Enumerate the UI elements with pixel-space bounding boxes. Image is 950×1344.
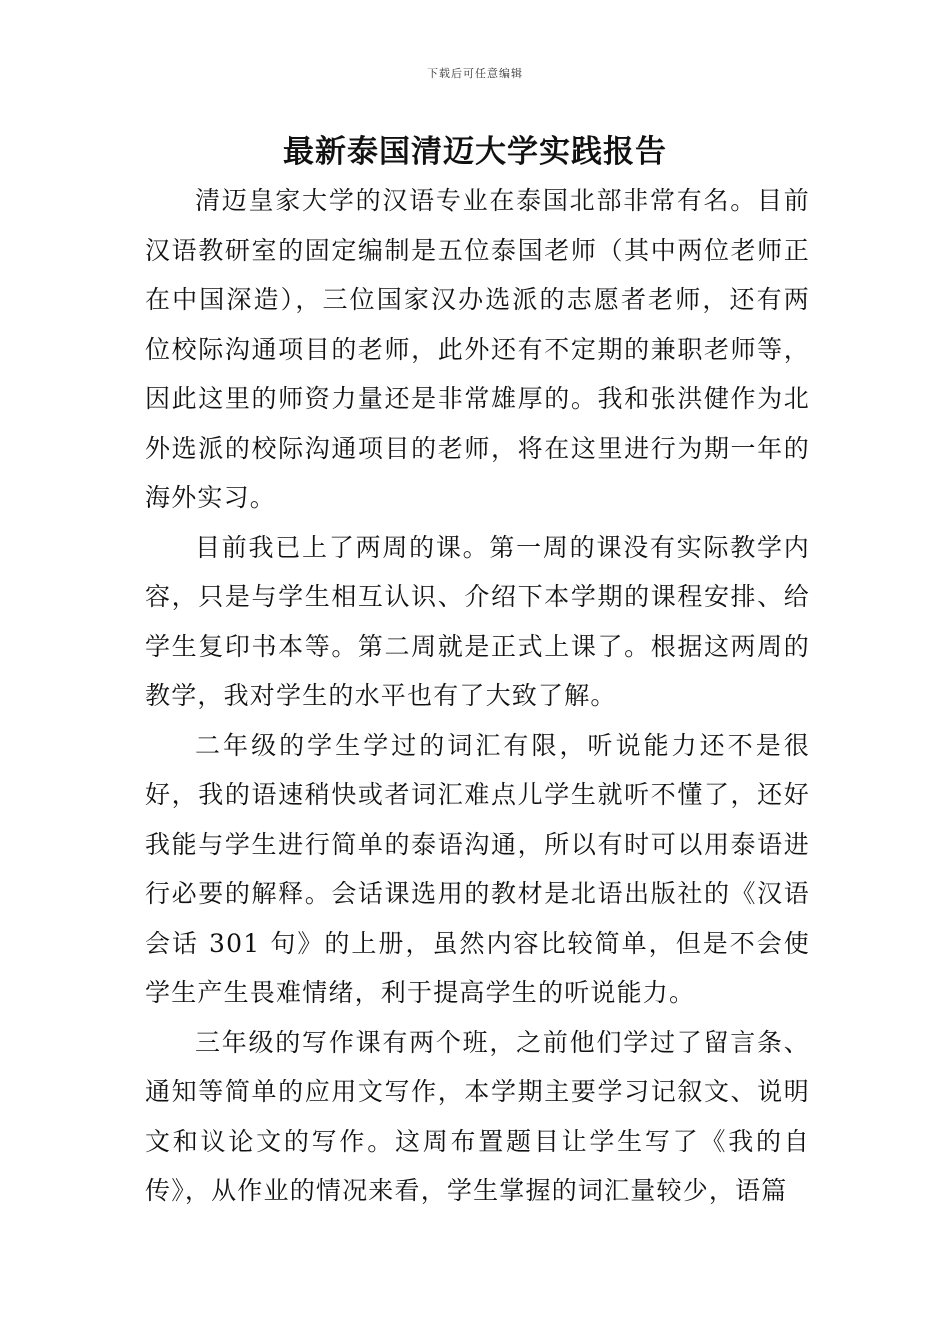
document-body bbox=[145, 176, 810, 1216]
paragraph: 目前我已上了两周的课。第一周的课没有实际教学内容，只是与学生相互认识、介绍下本学期的课程安排、给学生复印书本等。第二周就是正式上课了。根据这两周的教学，我对学生的水平也有了大致了解。 bbox=[145, 532, 810, 710]
document-title: 最新泰国清迈大学实践报告 bbox=[283, 134, 667, 170]
header-note: 下载后可任意编辑 bbox=[427, 67, 523, 80]
paragraph: 三年级的写作课有两个班，之前他们学过了留言条、通知等简单的应用文写作，本学期主要学习记叙文、说明文和议论文的写作。这周布置题目让学生写了《我的自传》，从作业的情况来看，学生掌握的词汇量较少，语篇 bbox=[145, 1027, 810, 1205]
paragraph: 清迈皇家大学的汉语专业在泰国北部非常有名。目前汉语教研室的固定编制是五位泰国老师（其中两位老师正在中国深造），三位国家汉办选派的志愿者老师，还有两位校际沟通项目的老师，此外还有不定期的兼职老师等，因此这里的师资力量还是非常雄厚的。我和张洪健作为北外选派的校际沟通项目的老师，将在这里进行为期一年的海外实习。 bbox=[145, 186, 810, 512]
paragraph: 二年级的学生学过的词汇有限，听说能力还不是很好，我的语速稍快或者词汇难点儿学生就听不懂了，还好我能与学生进行简单的泰语沟通，所以有时可以用泰语进行必要的解释。会话课选用的教材是北语出版社的《汉语会话 301 句》的上册，虽然内容比较简单，但是不会使学生产生畏难情绪，利于提高学生的听说能力。 bbox=[145, 730, 810, 1007]
